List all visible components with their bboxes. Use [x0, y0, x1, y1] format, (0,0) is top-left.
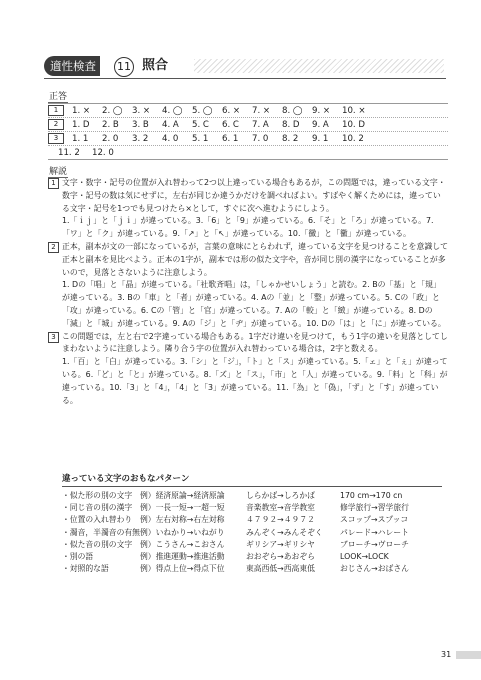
pattern-row	[62, 502, 442, 514]
pattern-example: 例）左右対称→右左対称	[140, 515, 225, 525]
pattern-row	[62, 490, 442, 502]
pattern-example: パレード→ハレート	[340, 527, 409, 537]
answer-row	[48, 145, 448, 159]
pattern-box	[62, 472, 442, 575]
answer-cell: 4. 0	[162, 133, 179, 144]
explanation-paragraph	[48, 241, 448, 279]
answer-row	[48, 117, 448, 131]
answer-cell: 3. B	[132, 119, 149, 130]
pattern-kind: ・対照的な語	[62, 564, 109, 574]
explanation-paragraph	[48, 177, 448, 215]
page-tab-decoration	[456, 651, 481, 659]
pattern-example: ブローチ→ヴローチ	[340, 539, 409, 549]
explanation-heading-text: 解説	[48, 164, 68, 178]
answer-row	[48, 131, 448, 145]
pattern-example: 音楽教室→音学教室	[246, 503, 315, 513]
answer-cell: 11. 2	[58, 147, 80, 158]
question-number: 3	[48, 133, 64, 144]
answer-cell: 5. C	[192, 119, 209, 130]
answer-cell: 4. A	[162, 119, 179, 130]
pattern-example: おおぞら→あおぞら	[246, 551, 315, 561]
section-chip: 適性検査	[44, 56, 100, 76]
pattern-title: 違っている文字のおもなパターン	[62, 472, 442, 487]
pattern-example: 例）経済原論→経済原論	[140, 491, 225, 500]
pattern-example: 例）いねかり→いねがり	[140, 527, 225, 537]
answer-cell: 10. D	[342, 119, 366, 130]
answers-heading-text: 正答	[48, 89, 68, 103]
answer-cell: 10. ×	[342, 105, 366, 116]
answer-cell: 1. 1	[72, 133, 89, 144]
explanation-detail: 1.「ｉｊ」と「ｊｉ」が違っている。3.「6」と「9」が違っている。6.「そ」と「ろ」が違っている。7.「ワ」と「ク」が違っている。9.「↗」と「↖」が違っている。10.「黴」と「黴」が違っている。	[62, 216, 434, 239]
explanation-heading	[48, 164, 68, 178]
pattern-kind: ・同じ音の別の漢字	[62, 503, 133, 513]
answer-cell: 3. ×	[132, 105, 151, 116]
answer-cell: 2. B	[102, 119, 119, 130]
section-number: 11	[114, 57, 134, 77]
pattern-row	[62, 539, 442, 551]
page-title: 照合	[142, 58, 169, 73]
answer-cell: 6. C	[222, 119, 239, 130]
pattern-row	[62, 563, 442, 575]
pattern-example: 例）こうさん→こおさん	[140, 539, 225, 549]
answer-cell: 7. 0	[252, 133, 269, 144]
pattern-example: おじさん→おばさん	[340, 564, 409, 574]
pattern-example: ４７９２→４９７２	[246, 515, 315, 525]
explanation-text: 正本，副本が文の一部になっているが，言葉の意味にとらわれず，違っている文字を見つけることを意識して正本と副本を見比べよう。正本の1字が，副本では形の似た文字や，音が同じ別の漢字になっていることが多いので，見落とさないように注意しよう。	[62, 241, 449, 277]
pattern-row	[62, 514, 442, 526]
answer-row	[48, 104, 448, 117]
explanation-text: この問題では，左と右で2字違っている場合もある。1字だけ違いを見つけて，もう1字の違いを見落としてしまわないように注意しよう。隣り合う字の位置が入れ替わっている場合は，2字と数える。	[62, 331, 448, 354]
answer-cell: 7. A	[252, 119, 269, 130]
answer-cell: 6. ×	[222, 105, 241, 116]
question-number: 1	[48, 105, 64, 116]
pattern-example: 例）推進運動→推進活動	[140, 551, 225, 561]
answer-cell: 2. ◯	[102, 105, 123, 116]
pattern-example: ギリシア→ギリシヤ	[246, 539, 315, 549]
answer-cell: 9. A	[312, 119, 329, 130]
title-bar	[44, 56, 446, 79]
answer-cell: 6. 1	[222, 133, 239, 144]
question-number: 3	[48, 332, 59, 343]
pattern-kind: ・位置の入れ替わり	[62, 515, 133, 525]
pattern-example: 例）一長一短→一超一短	[140, 503, 225, 513]
answers-table	[48, 103, 448, 160]
answer-cell: 2. 0	[102, 133, 119, 144]
question-number: 2	[48, 242, 59, 253]
pattern-example: 例）得点上位→得点下位	[140, 564, 225, 574]
answer-cell: 5. ◯	[192, 105, 213, 116]
answer-cell: 10. 2	[342, 133, 364, 144]
answer-cell: 3. 2	[132, 133, 149, 144]
answers-heading	[48, 89, 68, 103]
explanation-body	[48, 177, 448, 407]
pattern-example: みんぞく→みんそぞく	[246, 527, 323, 537]
pattern-example: 東高西低→西高東低	[246, 564, 315, 574]
pattern-kind: ・別の語	[62, 551, 94, 561]
answer-cell: 7. ×	[252, 105, 271, 116]
answer-cell: 8. D	[282, 119, 300, 130]
answer-cell: 1. D	[72, 119, 90, 130]
answer-cell: 4. ◯	[162, 105, 183, 116]
pattern-kind: ・似た形の別の文字	[62, 491, 133, 500]
answer-cell: 12. 0	[92, 147, 114, 158]
pattern-kind: ・似た音の別の文字	[62, 539, 133, 549]
answer-cell: 5. 1	[192, 133, 209, 144]
answer-cell: 8. ◯	[282, 105, 303, 116]
pattern-example: 170 cm→170 cn	[340, 491, 403, 500]
title-decoration	[194, 59, 444, 73]
question-number: 1	[48, 178, 59, 189]
explanation-paragraph	[48, 331, 448, 357]
pattern-kind: ・濁音，半濁音の有無	[62, 527, 140, 537]
pattern-example: LOOK→LOCK	[340, 551, 389, 561]
pattern-row	[62, 551, 442, 563]
answer-cell: 9. ×	[312, 105, 331, 116]
answer-cell: 1. ×	[72, 105, 91, 116]
pattern-example: 修学旅行→習学旅行	[340, 503, 409, 513]
question-number: 2	[48, 119, 64, 130]
pattern-example: しらかば→しろかば	[246, 491, 315, 500]
page-number: 31	[441, 650, 452, 659]
answer-cell: 9. 1	[312, 133, 329, 144]
explanation-detail: 1. Dの「唱」と「晶」が違っている。「社歌斉唱」は，「しゃかせいしょう」と読む。2. Bの「基」と「規」が違っている。3. Bの「車」と「者」が違っている。4. Aの「並」と「整」が違っている。5. Cの「政」と「攻」が違っている。6. Cの「管」と「官」が違っている。7. Aの「較」と「緻」が違っている。8. Dの「減」と「城」が違っている。9. Aの「ジ」と「ヂ」が違っている。10. Dの「は」と「に」が違っている。	[62, 280, 446, 328]
explanation-detail: 1.「百」と「白」が違っている。3.「シ」と「ジ」，「ト」と「ス」が違っている。5.「ェ」と「ぇ」が違っている。6.「ど」と「と」が違っている。8.「ズ」と「ス」，「市」と「人」が違っている。9.「料」と「科」が違っている。10.「3」と「4」，「4」と「3」が違っている。11.「為」と「偽」，「ず」と「す」が違っている。	[62, 357, 448, 405]
explanation-text: 文字・数字・記号の位置が入れ替わって2つ以上違っている場合もあるが，この問題では，違っている文字・数字・記号の数は気にせずに，左右が同じか違うかだけを調べればよい。すばやく解くためには，違っている文字・記号を1つでも見つけたら×として，すぐに次へ進むようにしよう。	[62, 178, 446, 213]
pattern-row	[62, 527, 442, 539]
answer-cell: 8. 2	[282, 133, 299, 144]
pattern-example: スコップ→スプッコ	[340, 515, 409, 525]
